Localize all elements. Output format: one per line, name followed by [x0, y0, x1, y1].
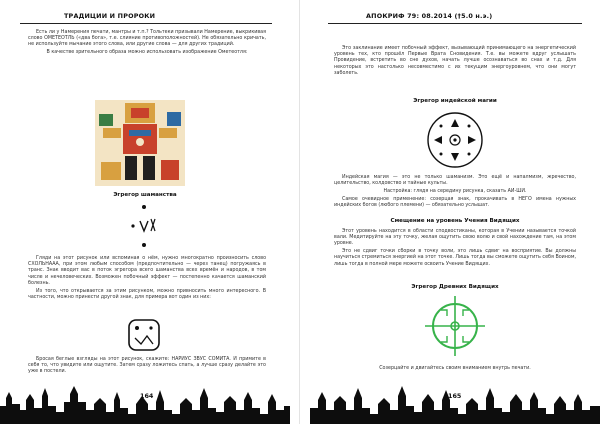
sign-top-triangle — [451, 119, 459, 127]
paragraph: Это заклинание имеет побочный эффект, вызывающий принимающего на энергетический уровень тех, кто прошёл Первые Врата Сновидения. Т.е. вы можете вдруг услышать Провидение, встретить во сне духов, начать лучше осознаваться во снах и т.д. Для некоторых это настолько несовместимо с их текущим энергоуровнем, что они могут заболеть. — [334, 46, 576, 76]
paragraph: В качестве зрительного образа можно использовать изображение Ометеотля: — [46, 50, 248, 56]
paragraph: Настройка: глядя на середину рисунка, сказать АИ-ШИ. — [383, 188, 527, 194]
paragraph: Индейская магия — это не только шаманизм. Это ещё и напалмизм, жречество, целительство, колдовство и тайные культы. — [334, 175, 576, 187]
right-header-rule — [328, 23, 582, 24]
sign-center-dot — [453, 138, 456, 141]
codex-arm-left — [103, 128, 121, 138]
codex-center-disc — [136, 138, 144, 146]
shaman-sign — [128, 203, 160, 249]
indian-magic-sign — [424, 109, 486, 171]
ancient-seers-heading: Эгрегор Древних Видящих — [411, 284, 499, 290]
right-top-text — [334, 46, 576, 79]
sign-chevron — [140, 221, 148, 231]
gutter — [290, 0, 310, 424]
sign-dot — [149, 326, 152, 329]
paragraph: Созерцайте и двигайтесь своим вниманием внутрь печати. — [379, 366, 531, 371]
left-header-rule — [20, 23, 272, 24]
paragraph: Из того, что открывается за этим рисунком, можно привносить много интересного. В частности, можно принести другой знак, для примера вот один из них: — [28, 288, 266, 300]
indian-magic-heading: Эгрегор индейской магии — [413, 98, 497, 104]
left-page — [0, 0, 290, 424]
skyline-silhouette-right — [310, 380, 600, 424]
right-caption — [334, 366, 576, 374]
skyline-shape — [0, 386, 290, 424]
sigil-corner-mark — [463, 336, 469, 342]
sign-dot — [468, 125, 471, 128]
left-running-header: ТРАДИЦИИ И ПРОРОКИ — [64, 12, 156, 20]
codex-leg-left — [125, 156, 137, 180]
sign-left-triangle — [434, 136, 442, 144]
paragraph: Самое очевидное применение: созерцая знак, прокачивать в НЕГО имена нужных индейских богов (любого племени) — обязательно услышат. — [334, 196, 576, 208]
sign-right-triangle — [468, 136, 476, 144]
sign-dot-bottom — [142, 243, 146, 247]
codex-glyph-right — [167, 112, 181, 126]
codex-glyph-bottom-left — [101, 162, 121, 180]
skyline-shape — [310, 386, 600, 424]
codex-belt — [129, 130, 151, 136]
codex-glyph-left — [99, 114, 113, 126]
skyline-silhouette-left — [0, 380, 290, 424]
sign-zigzag — [135, 336, 153, 344]
paragraph: Бросая беглые взгляды на этот рисунок, скажите: НАРИУС ЗВУС СОМИТА. И примите в себя то, что увидите или ощутите. Затем сразу ложитесь спать, а лучше сразу делайте это уже в постели. — [28, 357, 266, 375]
sigil-corner-mark — [463, 310, 469, 316]
page-number-right: 165 — [448, 392, 462, 400]
sign-dot-left — [131, 224, 134, 227]
sign-dot — [440, 125, 443, 128]
left-bottom-text — [28, 357, 266, 377]
right-shift-text — [334, 229, 576, 269]
rounded-square-sign — [127, 318, 161, 352]
left-mid-text — [28, 256, 266, 302]
paragraph: Этот уровень находится в области сподвостиканы, которая в Учении называется точкой вали. Медитируйте на эту точку, желая ощутить свою волю и свой нахождение там, на этом уровне. — [334, 229, 576, 247]
page-number-left: 164 — [140, 392, 154, 400]
sign-dot — [440, 153, 443, 156]
codex-leg-right — [143, 156, 155, 180]
sigil-corner-mark — [441, 336, 447, 342]
paragraph: Гляди на этот рисунок или вспоминая о нём, нужно многократно произносить слово СХОЛЬНААА, при этом любым способом (предпочтительно — через танец) погружаясь в транс. Знак вводит вас в поток эгрегора всего шаманства всех времён и народов, в том числе и нечеловеческих. Возможен побочный эффект — постепенно качается шаманский болезнь. — [28, 256, 266, 286]
sign-dot — [468, 153, 471, 156]
shaman-heading: Эгрегор шаманства — [113, 192, 177, 198]
right-running-header: АПОКРИФ 79: 08.2014 (†5.0 н.э.) — [366, 12, 493, 20]
left-intro-text — [28, 30, 266, 58]
sign-dot-top — [142, 205, 146, 209]
paragraph: Есть ли у Намерения печати, мантры и т.п.? Тольтеки призывали Намерение, выкрикивая слово ОМЕТЕОТЛЬ («два бога», т.е. слияние противоположностей). Не обязательно кричать, не используйте мычание этого слова, или другие слова — для других традиций. — [28, 30, 266, 48]
sign-cross — [151, 219, 155, 231]
paragraph: Это не сдвиг точки сборки в точку воли, это лишь сдвиг на восприятие. Вы должны научиться стремиться энергией на этот точке. Лишь тогда вы сможете ощутить себя Воином, лишь тогда в полной мере можете освоить Учение Видящих. — [334, 249, 576, 267]
ometeotl-codex-image — [95, 100, 185, 186]
right-indian-text — [334, 175, 576, 211]
codex-glyph-bottom-right — [161, 160, 179, 180]
seers-shift-heading: Смещение на уровень Учения Видящих — [390, 218, 520, 224]
codex-face — [131, 108, 149, 118]
codex-arm-right — [159, 128, 177, 138]
sign-dot — [135, 326, 139, 330]
sigil-corner-mark — [441, 310, 447, 316]
sign-bottom-triangle — [451, 153, 459, 161]
ancient-seers-sigil — [420, 294, 490, 358]
sign-frame — [129, 320, 159, 350]
right-page — [310, 0, 600, 424]
